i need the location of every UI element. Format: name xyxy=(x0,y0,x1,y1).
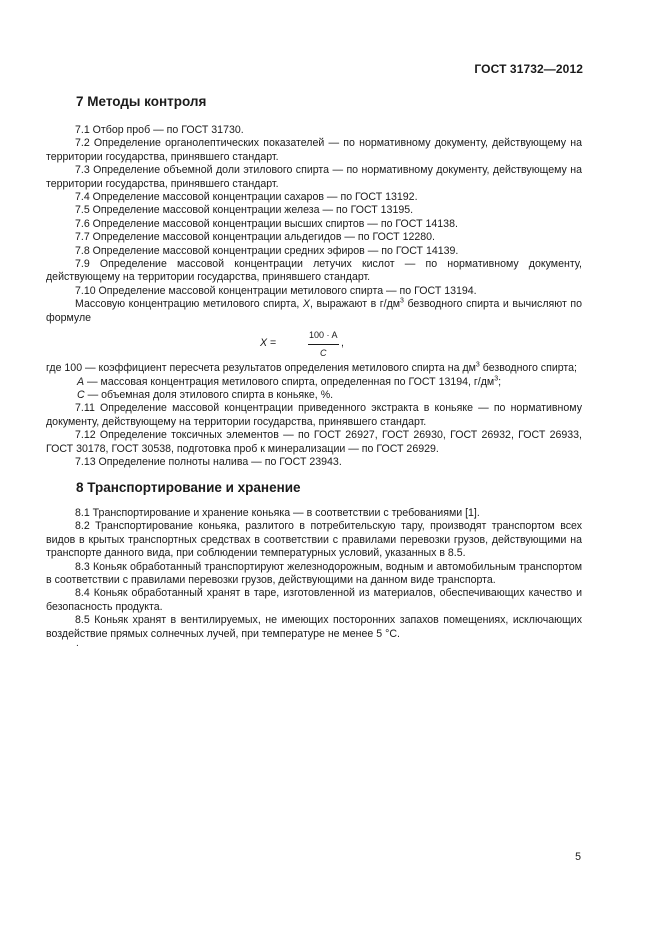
formula-fraction xyxy=(308,329,339,360)
clause-7-13: 7.13 Определение полноты налива — по ГОСТ 23943. xyxy=(75,455,342,468)
clause-7-9: 7.9 Определение массовой концентрации летучих кислот — по нормативному документу, действующему на территории государства, принявшего стандарт. xyxy=(46,258,582,284)
clause-8-5: 8.5 Коньяк хранят в вентилируемых, не имеющих посторонних запахов помещениях, исключающих воздействие прямых солнечных лучей, при температуре не менее 5 °С. xyxy=(46,614,582,640)
clause-8-1: 8.1 Транспортирование и хранение коньяка — в соответствии с требованиями [1]. xyxy=(75,507,480,519)
clause-7-6: 7.6 Определение массовой концентрации высших спиртов — по ГОСТ 14138. xyxy=(75,217,458,230)
clause-7-7: 7.7 Определение массовой концентрации альдегидов — по ГОСТ 12280. xyxy=(75,231,436,244)
section-8-heading: 8 Транспортирование и хранение xyxy=(76,480,301,495)
formula-equals: = xyxy=(270,337,277,350)
formula-comma: , xyxy=(341,337,344,350)
formula-numerator: 100 · A xyxy=(308,329,339,344)
formula-denominator: C xyxy=(320,347,327,358)
clause-8-2: 8.2 Транспортирование коньяка, разлитого в потребительскую тару, производят транспортом всех видов в крытых транспортных средствах в соответствии с правилами перевозки грузов, действующими на транспорте данного вида, при соблюдении температурных условий, указанных в 8.5. xyxy=(46,520,582,560)
clause-7-2: 7.2 Определение органолептических показателей — по нормативному документу, действующему на территории государства, принявшего стандарт. xyxy=(46,137,582,163)
stray-mark: . xyxy=(76,638,79,649)
clause-8-4: 8.4 Коньяк обработанный хранят в таре, изготовленной из материалов, обеспечивающих качество и безопасность продукта. xyxy=(46,587,582,613)
section-7-body xyxy=(46,124,582,469)
clause-7-10: 7.10 Определение массовой концентрации метилового спирта — по ГОСТ 13194. xyxy=(75,284,477,297)
section-8-body xyxy=(46,507,582,641)
document-code: ГОСТ 31732—2012 xyxy=(474,62,583,76)
formula-def-a: A — массовая концентрация метилового спирта, определенная по ГОСТ 13194, $г/дм^3$; xyxy=(77,374,502,388)
clause-7-4: 7.4 Определение массовой концентрации сахаров — по ГОСТ 13192. xyxy=(75,191,418,204)
methanol-formula-intro: Массовую концентрацию метилового спирта, X, выражают в $г/дм^3$ безводного спирта и вычисляют по формуле xyxy=(46,297,582,324)
clause-7-3: 7.3 Определение объемной доли этилового спирта — по нормативному документу, действующему на территории государства, принявшего стандарт. xyxy=(46,164,582,190)
clause-7-12: 7.12 Определение токсичных элементов — по ГОСТ 26927, ГОСТ 26930, ГОСТ 26932, ГОСТ 26933, ГОСТ 30178, ГОСТ 30538, подготовка проб к минерализации — по ГОСТ 26929. xyxy=(46,429,582,455)
formula-where-100: где 100 — коэффициент пересчета результатов определения метилового спирта на $дм^3$ безводного спирта; xyxy=(46,361,577,375)
clause-8-3: 8.3 Коньяк обработанный транспортируют железнодорожным, водным и автомобильным транспортом в соответствии с правилами перевозки грузов, действующими на данном виде транспорта. xyxy=(46,560,582,587)
formula-lhs: X xyxy=(260,337,268,350)
page-number: 5 xyxy=(575,851,581,863)
formula-def-c: C — объемная доля этилового спирта в коньяке, %. xyxy=(77,388,334,401)
clause-7-11: 7.11 Определение массовой концентрации приведенного экстракта в коньяке — по нормативному документу, действующему на территории государства, принявшего стандарт. xyxy=(46,402,582,428)
methanol-formula xyxy=(46,327,582,361)
clause-7-8: 7.8 Определение массовой концентрации средних эфиров — по ГОСТ 14139. xyxy=(75,244,459,257)
clause-7-5: 7.5 Определение массовой концентрации железа — по ГОСТ 13195. xyxy=(75,204,414,217)
section-7-heading: 7 Методы контроля xyxy=(76,94,207,109)
clause-7-1: 7.1 Отбор проб — по ГОСТ 31730. xyxy=(75,124,244,136)
